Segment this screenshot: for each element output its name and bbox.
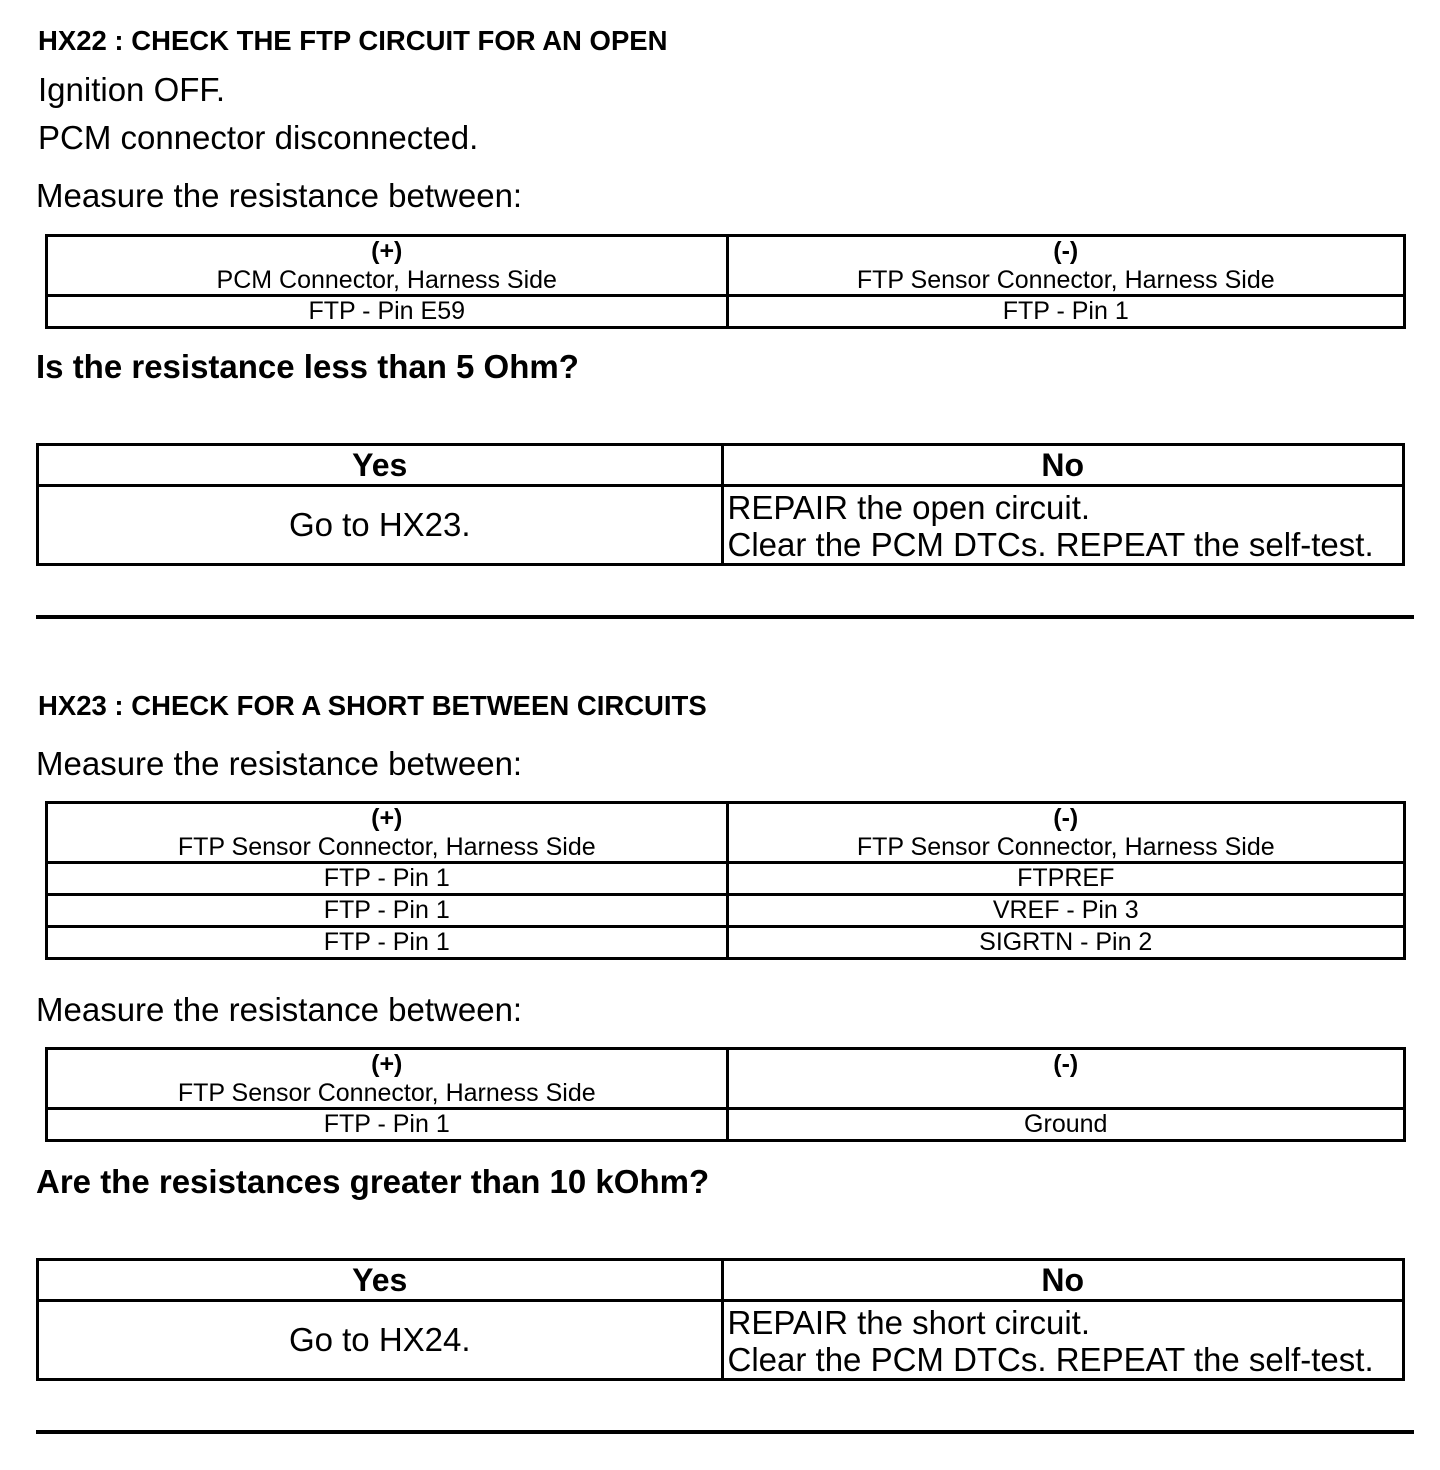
no-action-line: REPAIR the short circuit. [727, 1304, 1091, 1341]
no-action-line: Clear the PCM DTCs. REPEAT the self-test. [727, 1341, 1374, 1378]
divider-rule [36, 615, 1414, 619]
pin-cell-positive: FTP - Pin 1 [323, 896, 450, 924]
table-row [48, 925, 1403, 957]
no-header: No [721, 446, 1403, 484]
table-header-row [48, 237, 1403, 294]
pin-cell-positive: FTP - Pin E59 [308, 297, 466, 325]
pin-cell-negative: FTPREF [726, 864, 1404, 893]
connector-label: FTP Sensor Connector, Harness Side [856, 833, 1275, 861]
resistance-table [45, 801, 1406, 960]
no-header: No [721, 1261, 1403, 1299]
question-text: Is the resistance less than 5 Ohm? [36, 348, 579, 385]
no-action [721, 1302, 1403, 1378]
result-table [36, 1258, 1405, 1381]
result-header-row [39, 1261, 1402, 1299]
pin-cell-negative: VREF - Pin 3 [726, 896, 1404, 925]
column-header-negative [726, 237, 1404, 294]
column-header-negative [726, 1050, 1404, 1107]
pin-cell-positive: FTP - Pin 1 [323, 1110, 450, 1138]
condition-text: Ignition OFF. [38, 71, 226, 108]
step-heading-hx23: HX23 : CHECK FOR A SHORT BETWEEN CIRCUITS [38, 690, 707, 721]
pin-cell-positive: FTP - Pin 1 [323, 928, 450, 956]
polarity-label: (+) [371, 804, 403, 832]
column-header-positive [48, 1050, 726, 1107]
polarity-label: (-) [1053, 237, 1079, 265]
no-action-line: REPAIR the open circuit. [727, 489, 1091, 526]
table-header-row [48, 804, 1403, 861]
table-row [48, 294, 1403, 326]
connector-label: PCM Connector, Harness Side [216, 266, 557, 294]
result-row [39, 484, 1402, 563]
step-heading-hx22: HX22 : CHECK THE FTP CIRCUIT FOR AN OPEN [38, 25, 668, 56]
connector-label: FTP Sensor Connector, Harness Side [177, 1079, 596, 1107]
result-table [36, 443, 1405, 566]
yes-action: Go to HX23. [288, 506, 471, 543]
table-header-row [48, 1050, 1403, 1107]
pin-cell-negative: Ground [726, 1110, 1404, 1139]
yes-action: Go to HX24. [288, 1321, 471, 1358]
resistance-table [45, 234, 1406, 329]
condition-text: PCM connector disconnected. [38, 119, 479, 156]
result-row [39, 1299, 1402, 1378]
pin-cell-negative: FTP - Pin 1 [726, 297, 1404, 326]
polarity-label: (-) [1053, 1050, 1079, 1078]
connector-label: FTP Sensor Connector, Harness Side [177, 833, 596, 861]
polarity-label: (+) [371, 237, 403, 265]
table-row [48, 1107, 1403, 1139]
table-row [48, 861, 1403, 893]
polarity-label: (+) [371, 1050, 403, 1078]
pin-cell-negative: SIGRTN - Pin 2 [726, 928, 1404, 957]
yes-header: Yes [352, 447, 408, 483]
resistance-table [45, 1047, 1406, 1142]
polarity-label: (-) [1053, 804, 1079, 832]
question-text: Are the resistances greater than 10 kOhm? [36, 1163, 710, 1200]
table-row [48, 893, 1403, 925]
column-header-positive [48, 237, 726, 294]
measure-instruction: Measure the resistance between: [36, 177, 523, 214]
no-action [721, 487, 1403, 563]
no-action-line: Clear the PCM DTCs. REPEAT the self-test. [727, 526, 1374, 563]
column-header-positive [48, 804, 726, 861]
divider-rule [36, 1430, 1414, 1434]
measure-instruction: Measure the resistance between: [36, 991, 523, 1028]
pin-cell-positive: FTP - Pin 1 [323, 864, 450, 892]
result-header-row [39, 446, 1402, 484]
connector-label: FTP Sensor Connector, Harness Side [856, 266, 1275, 294]
column-header-negative [726, 804, 1404, 861]
measure-instruction: Measure the resistance between: [36, 745, 523, 782]
yes-header: Yes [352, 1262, 408, 1298]
